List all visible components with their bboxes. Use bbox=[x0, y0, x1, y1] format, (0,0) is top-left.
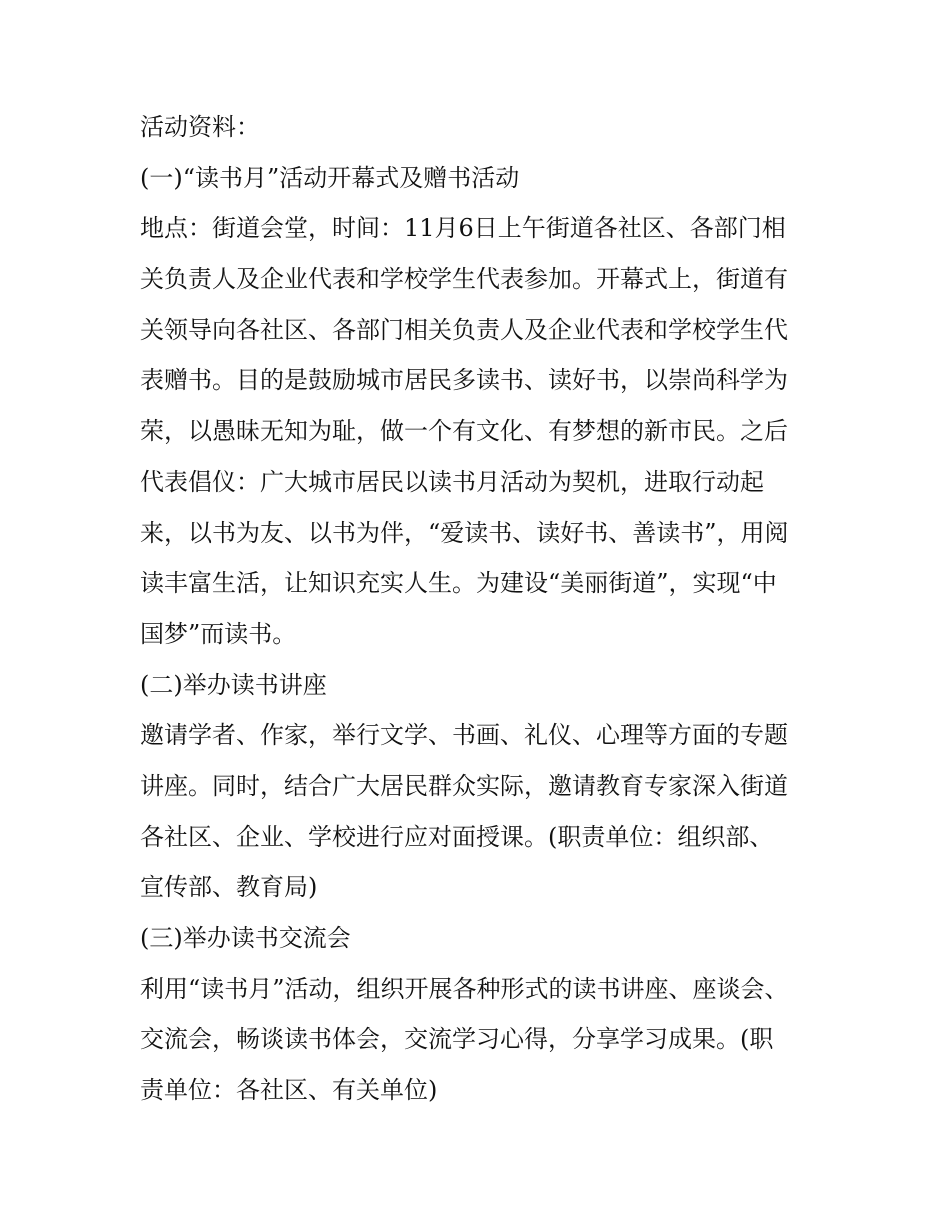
section-2-text-line: 宣传部、教育局) bbox=[140, 873, 318, 902]
section-1-text-line: 读丰富生活，让知识充实人生。为建设“美丽街道”，实现“中 bbox=[140, 569, 777, 598]
section-2-heading: (二)举办读书讲座 bbox=[140, 670, 327, 699]
section-2-text-line: 讲座。同时，结合广大居民群众实际，邀请教育专家深入街道 bbox=[140, 771, 788, 800]
section-2-text-line: 邀请学者、作家，举行文学、书画、礼仪、心理等方面的专题 bbox=[140, 721, 788, 750]
section-1-heading: (一)“读书月”活动开幕式及赠书活动 bbox=[140, 163, 520, 192]
section-1-text-line: 国梦”而读书。 bbox=[140, 619, 297, 648]
section-3-heading: (三)举办读书交流会 bbox=[140, 924, 351, 952]
section-1-text-line: 来，以书为友、以书为伴，“爱读书、读好书、善读书”，用阅 bbox=[140, 518, 789, 547]
section-1-text-line: 荣，以愚昧无知为耻，做一个有文化、有梦想的新市民。之后 bbox=[140, 417, 788, 446]
section-2-text-line: 各社区、企业、学校进行应对面授课。(职责单位：组织部、 bbox=[140, 822, 774, 851]
section-3-text-line: 交流会，畅谈读书体会，交流学习心得，分享学习成果。(职 bbox=[140, 1025, 774, 1054]
section-1-text-line: 代表倡仪：广大城市居民以读书月活动为契机，进取行动起 bbox=[140, 467, 764, 496]
section-3-text-line: 责单位：各社区、有关单位) bbox=[140, 1076, 438, 1105]
section-1-text-line: 地点：街道会堂，时间：11月6日上午街道各社区、各部门相 bbox=[140, 214, 786, 243]
section-1-text-line: 关领导向各社区、各部门相关负责人及企业代表和学校学生代 bbox=[140, 315, 788, 344]
section-intro-heading: 活动资料： bbox=[140, 113, 260, 141]
document-page bbox=[140, 102, 820, 1116]
section-1-text-line: 表赠书。目的是鼓励城市居民多读书、读好书，以崇尚科学为 bbox=[140, 366, 788, 395]
section-3-text-line: 利用“读书月”活动，组织开展各种形式的读书讲座、座谈会、 bbox=[140, 974, 789, 1003]
section-1-text-line: 关负责人及企业代表和学校学生代表参加。开幕式上，街道有 bbox=[140, 265, 788, 294]
